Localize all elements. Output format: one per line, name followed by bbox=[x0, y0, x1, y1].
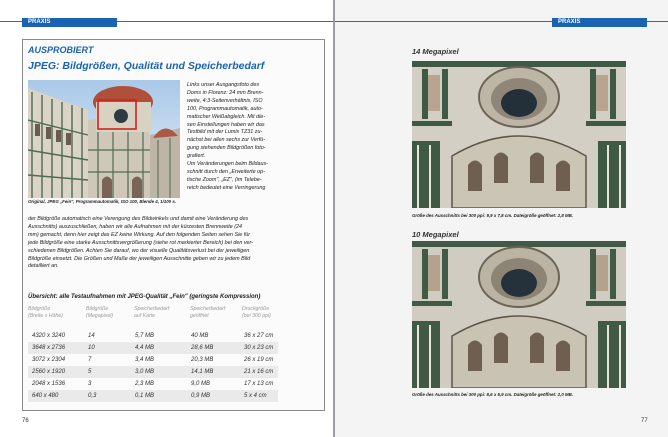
text-line: mm) gemacht, denn hier zeigt das EZ keine Wirkung. Auf den folgenden Seiten sehen Sie für bbox=[28, 231, 251, 238]
table-row: 2560 x 1920 5 3,0 MB 14,1 MB 21 x 16 cm bbox=[28, 366, 278, 378]
text-line: reich bedeutet eine Verringerung bbox=[187, 184, 266, 191]
text-line: grafiert. bbox=[187, 153, 206, 160]
text-line: detailliert an. bbox=[28, 263, 59, 270]
body-text-right bbox=[187, 82, 320, 193]
table-header-cell: Speicherbedarf auf Karte bbox=[134, 306, 170, 319]
crop-photo-10mp bbox=[412, 241, 626, 388]
table-header-cell: Speicherbedarf geöffnet bbox=[190, 306, 226, 319]
text-line: tische Zoom", „EZ", (im Telebe- bbox=[187, 176, 262, 183]
text-line: Ausschnitts) auszuschließen, haben wir alle Aufnahmen mit der kürzesten Brennweite (24 bbox=[28, 223, 243, 230]
table-row: 3648 x 2736 10 4,4 MB 28,6 MB 30 x 23 cm bbox=[28, 342, 278, 354]
page-number: 77 bbox=[641, 418, 648, 424]
table-row: 640 x 480 0,3 0,1 MB 0,9 MB 5 x 4 cm bbox=[28, 390, 278, 402]
table-header bbox=[28, 306, 320, 328]
text-line: der Bildgröße automatisch eine Verengung des Bildwinkels und damit eine Veränderung des bbox=[28, 216, 249, 222]
table-header-cell: Bildgröße (Megapixel) bbox=[86, 306, 114, 319]
shot-caption-14mp: Größe des Ausschnitts bei 300 ppi: 9,9 x 7,8 cm. Dateigröße geöffnet: 2,8 MB. bbox=[412, 213, 574, 218]
shot-title-14mp: 14 Megapixel bbox=[412, 47, 459, 56]
text-line: weite, 4:3-Seitenverhältnis, ISO bbox=[187, 97, 263, 104]
page-number: 76 bbox=[22, 418, 29, 424]
table-title: Übersicht: alle Testaufnahmen mit JPEG-Qualität „Fein" (geringste Kompression) bbox=[28, 294, 261, 300]
text-line: jede Bildgröße eine starke Ausschnittsvergrößerung (siehe rot markierter Bereich) bei den ver- bbox=[28, 239, 254, 246]
table-row: 3072 x 2304 7 3,4 MB 20,3 MB 26 x 19 cm bbox=[32, 357, 274, 363]
text-line: Doms in Florenz: 24 mm Brenn- bbox=[187, 89, 264, 96]
section-tag: PRAXIS bbox=[552, 18, 647, 27]
shot-caption-10mp: Größe des Ausschnitts bei 300 ppi: 8,6 x 5,9 cm. Dateigröße geöffnet: 2,0 MB. bbox=[412, 392, 574, 397]
text-line: schiedenen Bildgrößen. Achten Sie darauf, wo der visuelle Qualitätsverlust bei der jeweiligen bbox=[28, 247, 250, 254]
photo-caption: Original, JPEG „Fein", Programmautomatik, ISO 100, Blende 4, 1/100 s. bbox=[28, 199, 176, 204]
text-line: Um Veränderungen beim Bildaus- bbox=[187, 161, 269, 168]
crop-photo-14mp bbox=[412, 61, 626, 208]
table-row: 2048 x 1536 3 2,3 MB 9,0 MB 17 x 13 cm bbox=[32, 381, 274, 387]
kicker: AUSPROBIERT bbox=[28, 45, 94, 55]
text-line: 100, Programmautomatik, auto- bbox=[187, 105, 263, 112]
text-line: nächst bei allen sechs zur Verfü- bbox=[187, 137, 266, 144]
text-line: Links unser Ausgangsfoto des bbox=[187, 82, 260, 88]
text-line: Testbild mit der Lumix TZ31 zu- bbox=[187, 129, 263, 136]
table-header-cell: Druckgröße (bei 300 ppi) bbox=[242, 306, 271, 319]
cathedral-photo-graphic bbox=[28, 80, 180, 198]
text-line: schnitt durch den „Erweiterte op- bbox=[187, 168, 265, 175]
text-line: Bildgröße einsetzt. Die Größen und Maße der jeweiligen Ausschnitte geben wir zu jedem Bild bbox=[28, 255, 251, 262]
crop-photo-14mp-graphic bbox=[412, 61, 626, 208]
table-header-cell: Bildgröße (Breite x Höhe) bbox=[28, 306, 63, 319]
shot-title-10mp: 10 Megapixel bbox=[412, 230, 459, 239]
body-text-full bbox=[28, 216, 320, 271]
crop-photo-10mp-graphic bbox=[412, 241, 626, 388]
text-line: matischer Weißabgleich. Mit die- bbox=[187, 113, 266, 120]
left-page bbox=[0, 0, 333, 437]
headline: JPEG: Bildgrößen, Qualität und Speicherbedarf bbox=[28, 60, 265, 72]
table-row: 4320 x 3240 14 5,7 MB 40 MB 36 x 27 cm bbox=[32, 333, 274, 339]
text-line: sen Einstellungen haben wir das bbox=[187, 121, 265, 128]
text-line: gung stehenden Bildgrößen foto- bbox=[187, 145, 266, 152]
cathedral-photo bbox=[28, 80, 180, 198]
section-tag: PRAXIS bbox=[22, 18, 117, 27]
